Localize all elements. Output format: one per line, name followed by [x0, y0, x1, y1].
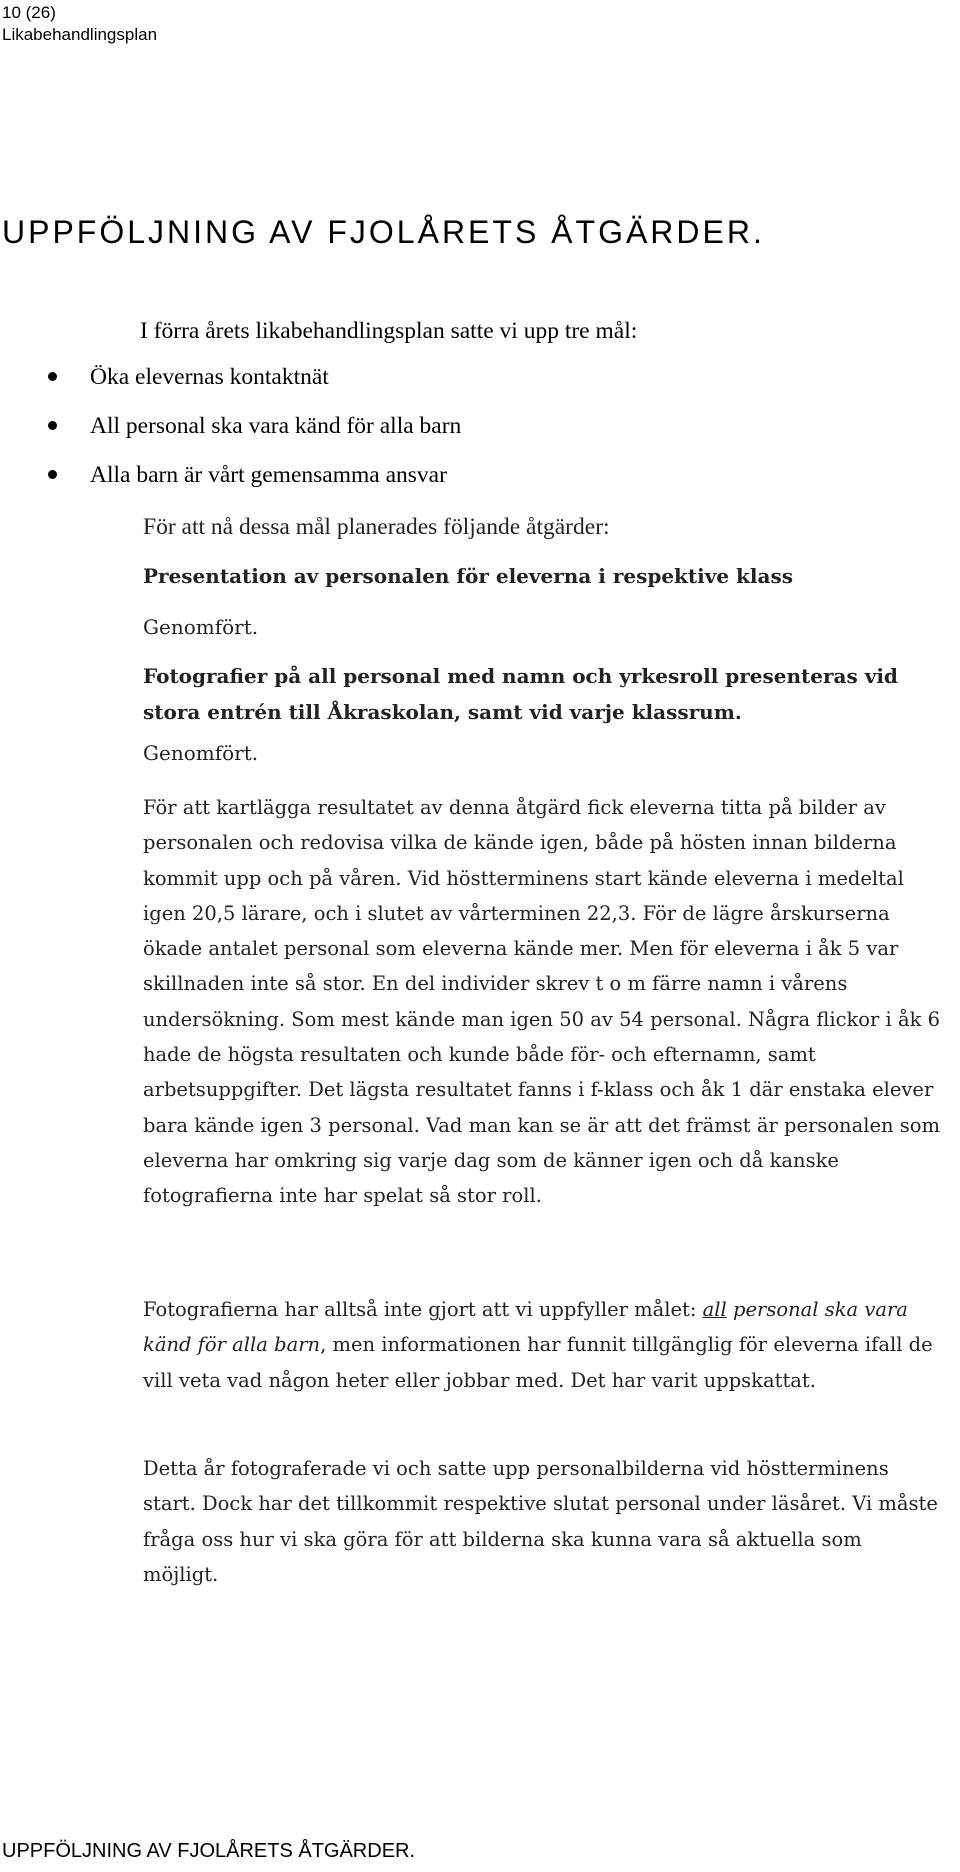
measure-status: Genomfört.: [143, 741, 259, 765]
results-paragraph: För att kartlägga resultatet av denna åtgärd fick eleverna titta på bilder av personalen och redovisa vilka de kände igen, både på hösten innan bilderna kommit upp och på våren. Vid höstterminens start kände eleverna i medeltal igen 20,5 lärare, och i slutet av vårterminen 22,3. För de lägre årskurserna ökade antalet personal som eleverna kände mer. Men för eleverna i åk 5 var skillnaden inte så stor. En del individer skrev t o m färre namn i vårens undersökning. Som mest kände man igen 50 av 54 personal. Några flickor i åk 6 hade de högsta resultaten och kunde både för- och efternamn, samt arbetsuppgifter. Det lägsta resultatet fanns i f-klass och åk 1 där enstaka elever bara kände igen 3 personal. Vad man kan se är att det främst är personalen som eleverna har omkring sig varje dag som de känner igen och då kanske fotografierna inte har spelat så stor roll.: [143, 796, 941, 1208]
bullet-icon: [48, 470, 57, 479]
emphasis-underlined: all: [702, 1298, 727, 1321]
measure-title: Presentation av personalen för eleverna i respektive klass: [143, 564, 793, 588]
page-number: 10 (26): [2, 3, 56, 22]
list-item: Öka elevernas kontaktnät: [40, 362, 461, 411]
measures-intro: För att nå dessa mål planerades följande åtgärder:: [143, 514, 610, 540]
conclusion-paragraph: Fotografierna har alltså inte gjort att vi uppfyller målet: all personal ska vara känd för alla barn, men informationen har funnit tillgänglig för eleverna ifall de vill veta vad någon heter eller jobbar med. Det har varit uppskattat.: [143, 1298, 933, 1392]
footer-text: UPPFÖLJNING AV FJOLÅRETS ÅTGÄRDER.: [2, 1840, 416, 1862]
next-steps-paragraph: Detta år fotograferade vi och satte upp personalbilderna vid höstterminens start. Dock har det tillkommit respektive slutat personal under läsåret. Vi måste fråga oss hur vi ska göra för att bilderna ska kunna vara så aktuella som möjligt.: [143, 1457, 938, 1586]
document-title: Likabehandlingsplan: [2, 25, 158, 44]
measure-title: Fotografier på all personal med namn och yrkesroll presenteras vid stora entrén till Åkraskolan, samt vid varje klassrum.: [143, 664, 898, 724]
emphasis: personal ska vara känd för alla barn: [143, 1298, 908, 1357]
bullet-icon: [48, 421, 57, 430]
intro-text: I förra årets likabehandlingsplan satte vi upp tre mål:: [140, 318, 638, 344]
list-item: Alla barn är vårt gemensamma ansvar: [40, 460, 461, 509]
measure-status: Genomfört.: [143, 615, 259, 639]
bullet-icon: [48, 372, 57, 381]
section-heading: UPPFÖLJNING AV FJOLÅRETS ÅTGÄRDER.: [2, 214, 765, 250]
goals-list: [40, 362, 461, 509]
list-item: All personal ska vara känd för alla barn: [40, 411, 461, 460]
